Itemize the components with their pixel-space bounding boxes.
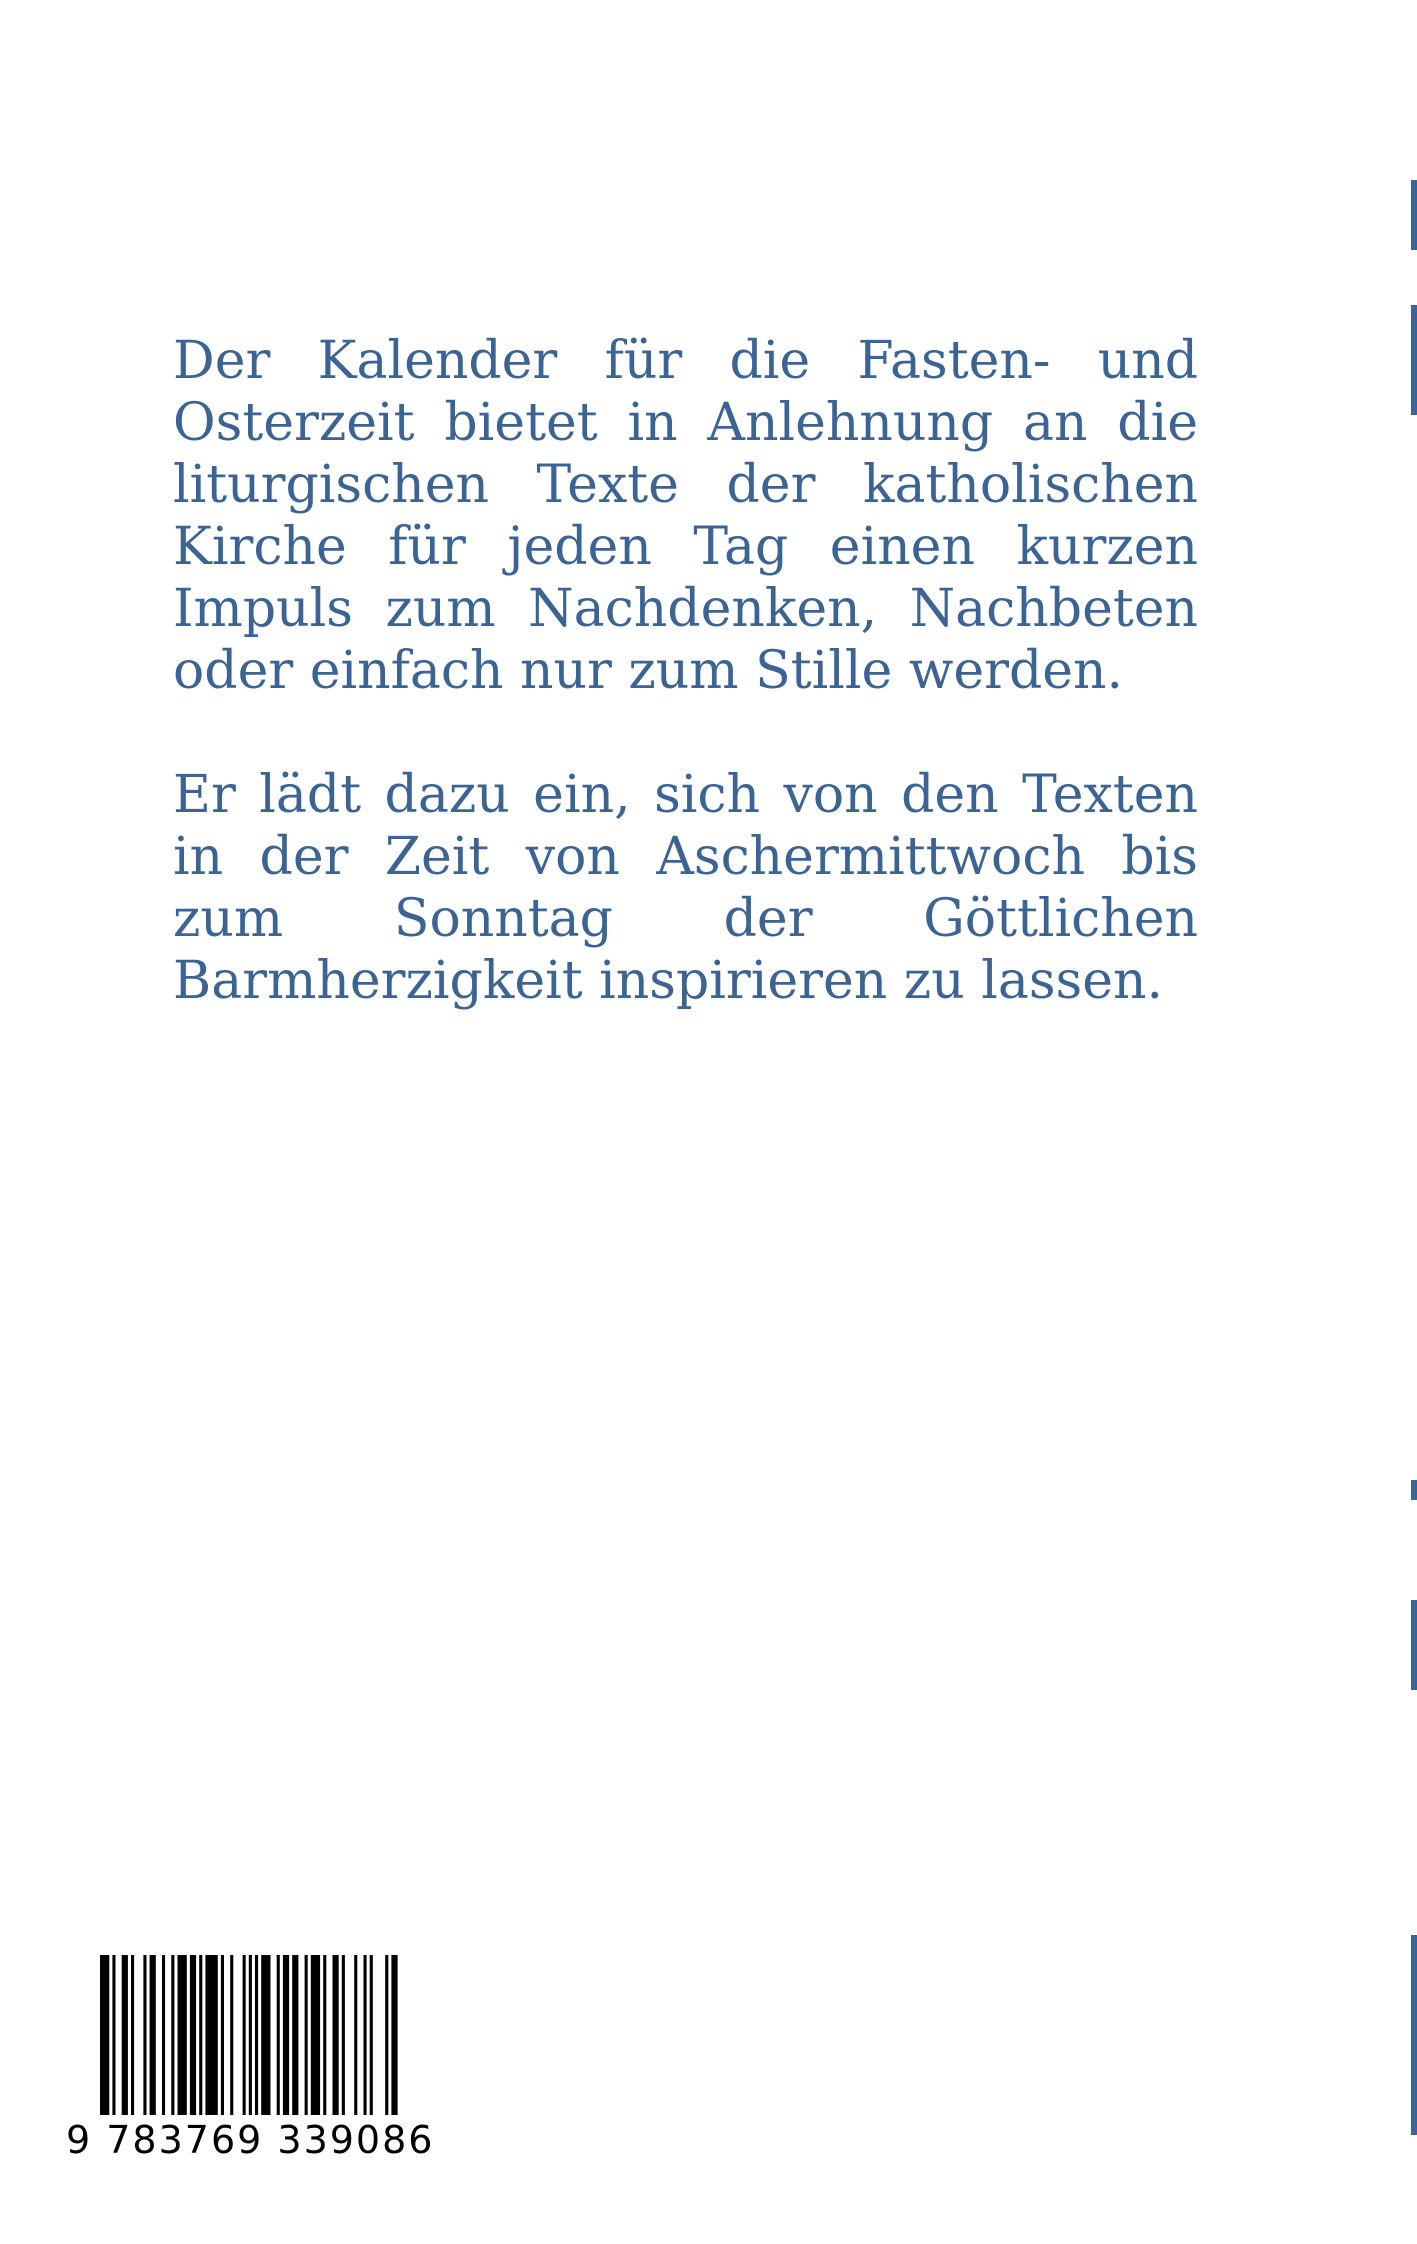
barcode-bar: [311, 1955, 320, 2115]
barcode-bar: [305, 1955, 308, 2115]
barcode-bar: [131, 1955, 134, 2115]
barcode-bar: [199, 1955, 202, 2115]
barcode-bar: [385, 1955, 388, 2115]
barcode-bar: [178, 1955, 187, 2115]
barcode-bar: [283, 1955, 289, 2115]
barcode-bar: [342, 1955, 345, 2115]
barcode-bar: [364, 1955, 367, 2115]
barcode-bar: [150, 1955, 156, 2115]
barcode-bars: [62, 1955, 402, 2115]
barcode-bar: [100, 1955, 109, 2115]
barcode-bar: [221, 1955, 224, 2115]
barcode-bar: [143, 1955, 146, 2115]
barcode-bar: [261, 1955, 270, 2115]
barcode-bar: [112, 1955, 115, 2115]
barcode-bar: [370, 1955, 373, 2115]
blurb-text: [173, 330, 1198, 1012]
barcode-bar: [391, 1955, 397, 2115]
barcode-bar: [333, 1955, 339, 2115]
barcode-bar: [122, 1955, 128, 2115]
spine-edge-mark: [1411, 1480, 1417, 1500]
barcode-bar: [190, 1955, 196, 2115]
barcode-bar: [162, 1955, 165, 2115]
barcode-bar: [323, 1955, 326, 2115]
barcode-bar: [292, 1955, 298, 2115]
barcode-bar: [354, 1955, 357, 2115]
barcode-bar: [255, 1955, 258, 2115]
spine-edge-mark: [1411, 1600, 1417, 1690]
barcode-bar: [249, 1955, 252, 2115]
blurb-paragraph-1: Der Kalender für die Fasten- und Osterzeit bietet in Anlehnung an die liturgischen Texte der katholischen Kirche für jeden Tag einen kurzen Impuls zum Nachdenken, Nachbeten oder einfach nur zum Stille werden.: [173, 331, 1198, 701]
spine-edge-mark: [1411, 305, 1417, 415]
barcode-bar: [277, 1955, 280, 2115]
blurb-paragraph-2: Er lädt dazu ein, sich von den Texten in der Zeit von Aschermittwoch bis zum Sonntag der Göttlichen Barmherzigkeit inspirieren zu lassen.: [173, 765, 1198, 1011]
barcode-bar: [230, 1955, 233, 2115]
barcode-bar: [171, 1955, 174, 2115]
spine-edge-mark: [1411, 1935, 1417, 2135]
barcode-bar: [243, 1955, 246, 2115]
spine-edge-mark: [1411, 180, 1417, 250]
isbn-number: 9 783769 339086: [66, 2118, 435, 2162]
barcode-bar: [205, 1955, 217, 2115]
